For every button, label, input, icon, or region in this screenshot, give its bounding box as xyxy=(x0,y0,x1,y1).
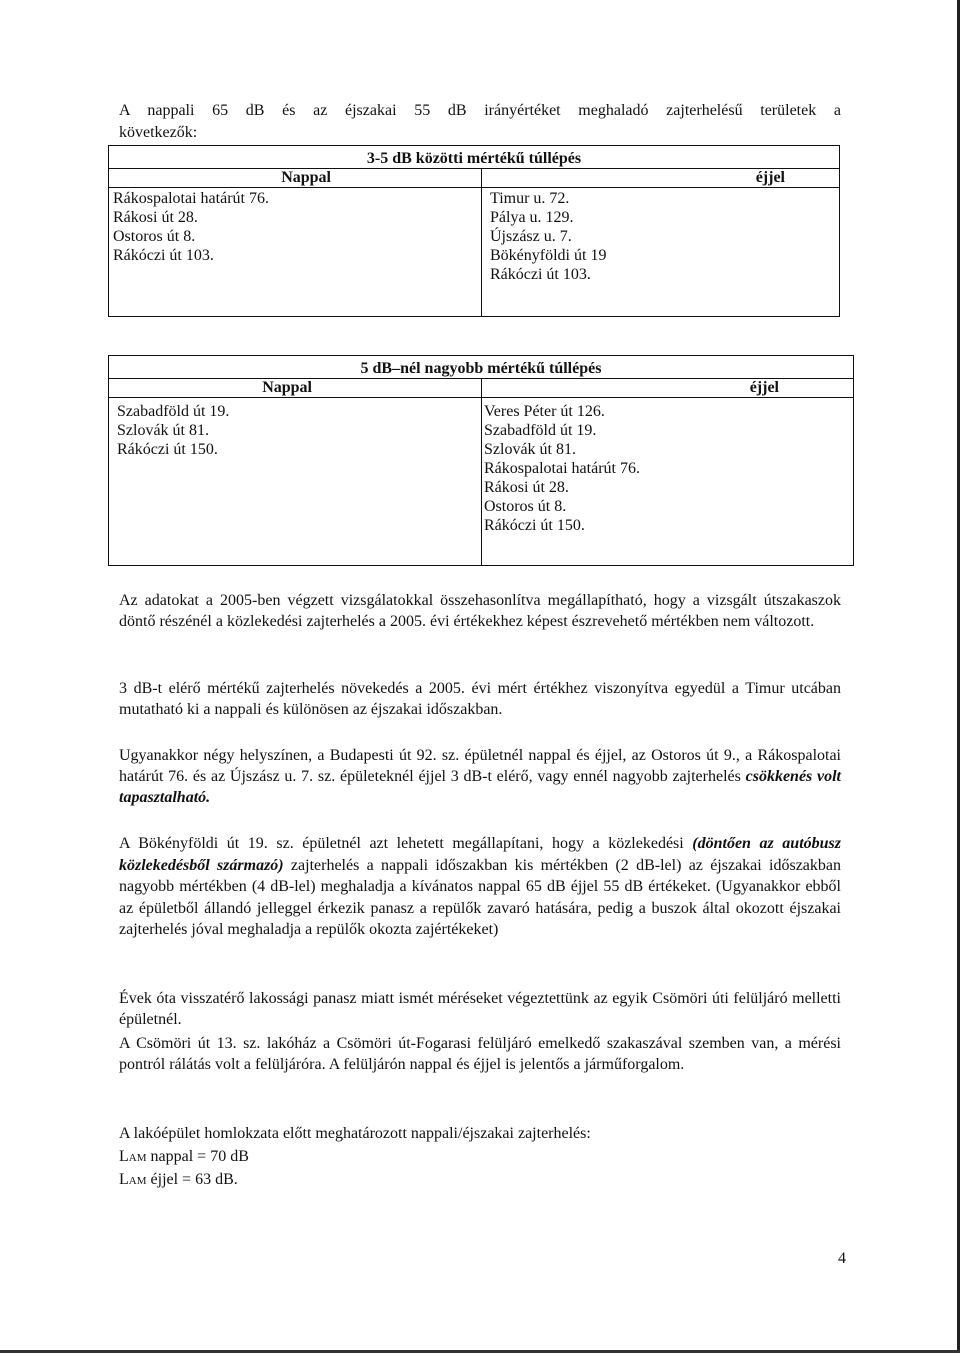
table2-title: 5 dB–nél nagyobb mértékű túllépés xyxy=(360,360,602,377)
lam-subscript: AM xyxy=(128,1175,147,1187)
list-item: Szabadföld út 19. xyxy=(484,422,597,439)
intro-text xyxy=(119,101,841,143)
list-item: Ostoros út 8. xyxy=(113,228,196,245)
paragraph-decrease xyxy=(119,745,841,808)
paragraph-increase: 3 dB-t elérő mértékű zajterhelés növekedés a 2005. évi mért értékhez viszonyítva egyedül a Timur utcában mutatható ki a nappali és különösen az éjszakai időszakban. xyxy=(119,680,841,718)
paragraph-bokenyfoldi-text-2: zajterhelés a nappali időszakban kis mértékben (2 dB-lel) az éjszakai időszakban nagyobb mértékben (4 dB-lel) meghaladja a kívánatos nappal 65 dB éjjel 55 dB értékeket. (Ugyanakkor ebből az épületből állandó jelleggel érkezik panasz a repülők zavaró hatására, pedig a buszok által okozott éjszakai zajterhelés jóval meghaladja a repülők okozta zajértékeket) xyxy=(119,856,841,938)
list-item: Rákosi út 28. xyxy=(484,479,569,496)
measurement-day-value: nappal = 70 dB xyxy=(146,1148,249,1165)
table2-divider xyxy=(481,378,482,565)
table2-day-list xyxy=(117,402,229,459)
list-item: Rákospalotai határút 76. xyxy=(113,190,269,207)
list-item: Veres Péter út 126. xyxy=(484,403,605,420)
list-item: Pálya u. 129. xyxy=(490,209,574,226)
list-item: Rákosi út 28. xyxy=(113,209,198,226)
list-item: Szlovák út 81. xyxy=(484,441,576,458)
list-item: Ostoros út 8. xyxy=(484,498,567,515)
paragraph-complaint: Évek óta visszatérő lakossági panasz miatt ismét méréseket végeztettünk az egyik Csömöri úti felüljáró melletti épületnél. xyxy=(119,990,841,1028)
list-item: Újszász u. 7. xyxy=(490,228,572,245)
exceedance-table-3-5db xyxy=(108,145,840,317)
list-item: Timur u. 72. xyxy=(490,190,570,207)
paragraph-bokenyfoldi xyxy=(119,833,841,941)
intro-line-2: következők: xyxy=(119,124,198,141)
table1-header-row xyxy=(109,168,839,188)
measurement-list xyxy=(119,1146,841,1192)
intro-line-1: A nappali 65 dB és az éjszakai 55 dB irányértéket meghaladó zajterhelésű területek a xyxy=(119,102,841,119)
paragraph-decrease-emphasis: csökkenés volt tapasztalható. xyxy=(119,768,841,806)
list-item: Rákóczi út 103. xyxy=(113,247,214,264)
list-item: Szabadföld út 19. xyxy=(117,403,230,420)
paragraph-csomori: A Csömöri út 13. sz. lakóház a Csömöri út-Fogarasi felüljáró emelkedő szakaszával szemben van, a mérési pontról rálátás volt a felüljáróra. A felüljárón nappal és éjjel is jelentős a járműforgalom. xyxy=(119,1035,841,1073)
lam-symbol: L xyxy=(119,1148,129,1165)
paragraph-bokenyfoldi-text-1: A Bökényföldi út 19. sz. épületnél azt lehetett megállapítani, hogy a közlekedési xyxy=(119,835,693,852)
measurement-night xyxy=(119,1169,841,1192)
table1-col-night: éjjel xyxy=(755,169,785,186)
list-item: Rákóczi út 150. xyxy=(484,517,585,534)
lam-symbol: L xyxy=(119,1171,129,1188)
measurement-night-value: éjjel = 63 dB. xyxy=(146,1171,238,1188)
paragraph-comparison: Az adatokat a 2005-ben végzett vizsgálatokkal összehasonlítva megállapítható, hogy a vizsgált útszakaszok döntő részénél a közlekedési zajterhelés a 2005. évi értékekhez képest észrevehető mértékben nem változott. xyxy=(119,592,841,630)
lam-subscript: AM xyxy=(128,1152,147,1164)
table2-night-list xyxy=(484,402,640,535)
paragraph-bokenyfoldi-emphasis: (döntően az autóbusz közlekedésből származó) xyxy=(119,835,842,874)
table2-col-day: Nappal xyxy=(262,379,312,396)
table1-day-list xyxy=(113,189,269,265)
exceedance-table-over-5db xyxy=(108,355,854,566)
paragraph-facade: A lakóépület homlokzata előtt meghatározott nappali/éjszakai zajterhelés: xyxy=(119,1125,591,1142)
list-item: Bökényföldi út 19 xyxy=(490,247,607,264)
table1-title: 3-5 dB közötti mértékű túllépés xyxy=(366,150,582,167)
list-item: Rákospalotai határút 76. xyxy=(484,460,640,477)
table1-col-day: Nappal xyxy=(281,169,331,186)
list-item: Rákóczi út 150. xyxy=(117,441,218,458)
table1-night-list xyxy=(490,189,606,284)
measurement-day xyxy=(119,1146,841,1169)
paragraph-decrease-text: Ugyanakkor négy helyszínen, a Budapesti út 92. sz. épületnél nappal és éjjel, az Ostoros út 9., a Rákospalotai határút 76. és az Újszász u. 7. sz. épületeknél éjjel 3 dB-t elérő, vagy ennél nagyobb zajterhelés xyxy=(119,747,841,785)
list-item: Szlovák út 81. xyxy=(117,422,209,439)
page-number: 4 xyxy=(838,1250,846,1267)
table1-divider xyxy=(481,168,482,316)
list-item: Rákóczi út 103. xyxy=(490,266,591,283)
table2-col-night: éjjel xyxy=(749,379,779,396)
